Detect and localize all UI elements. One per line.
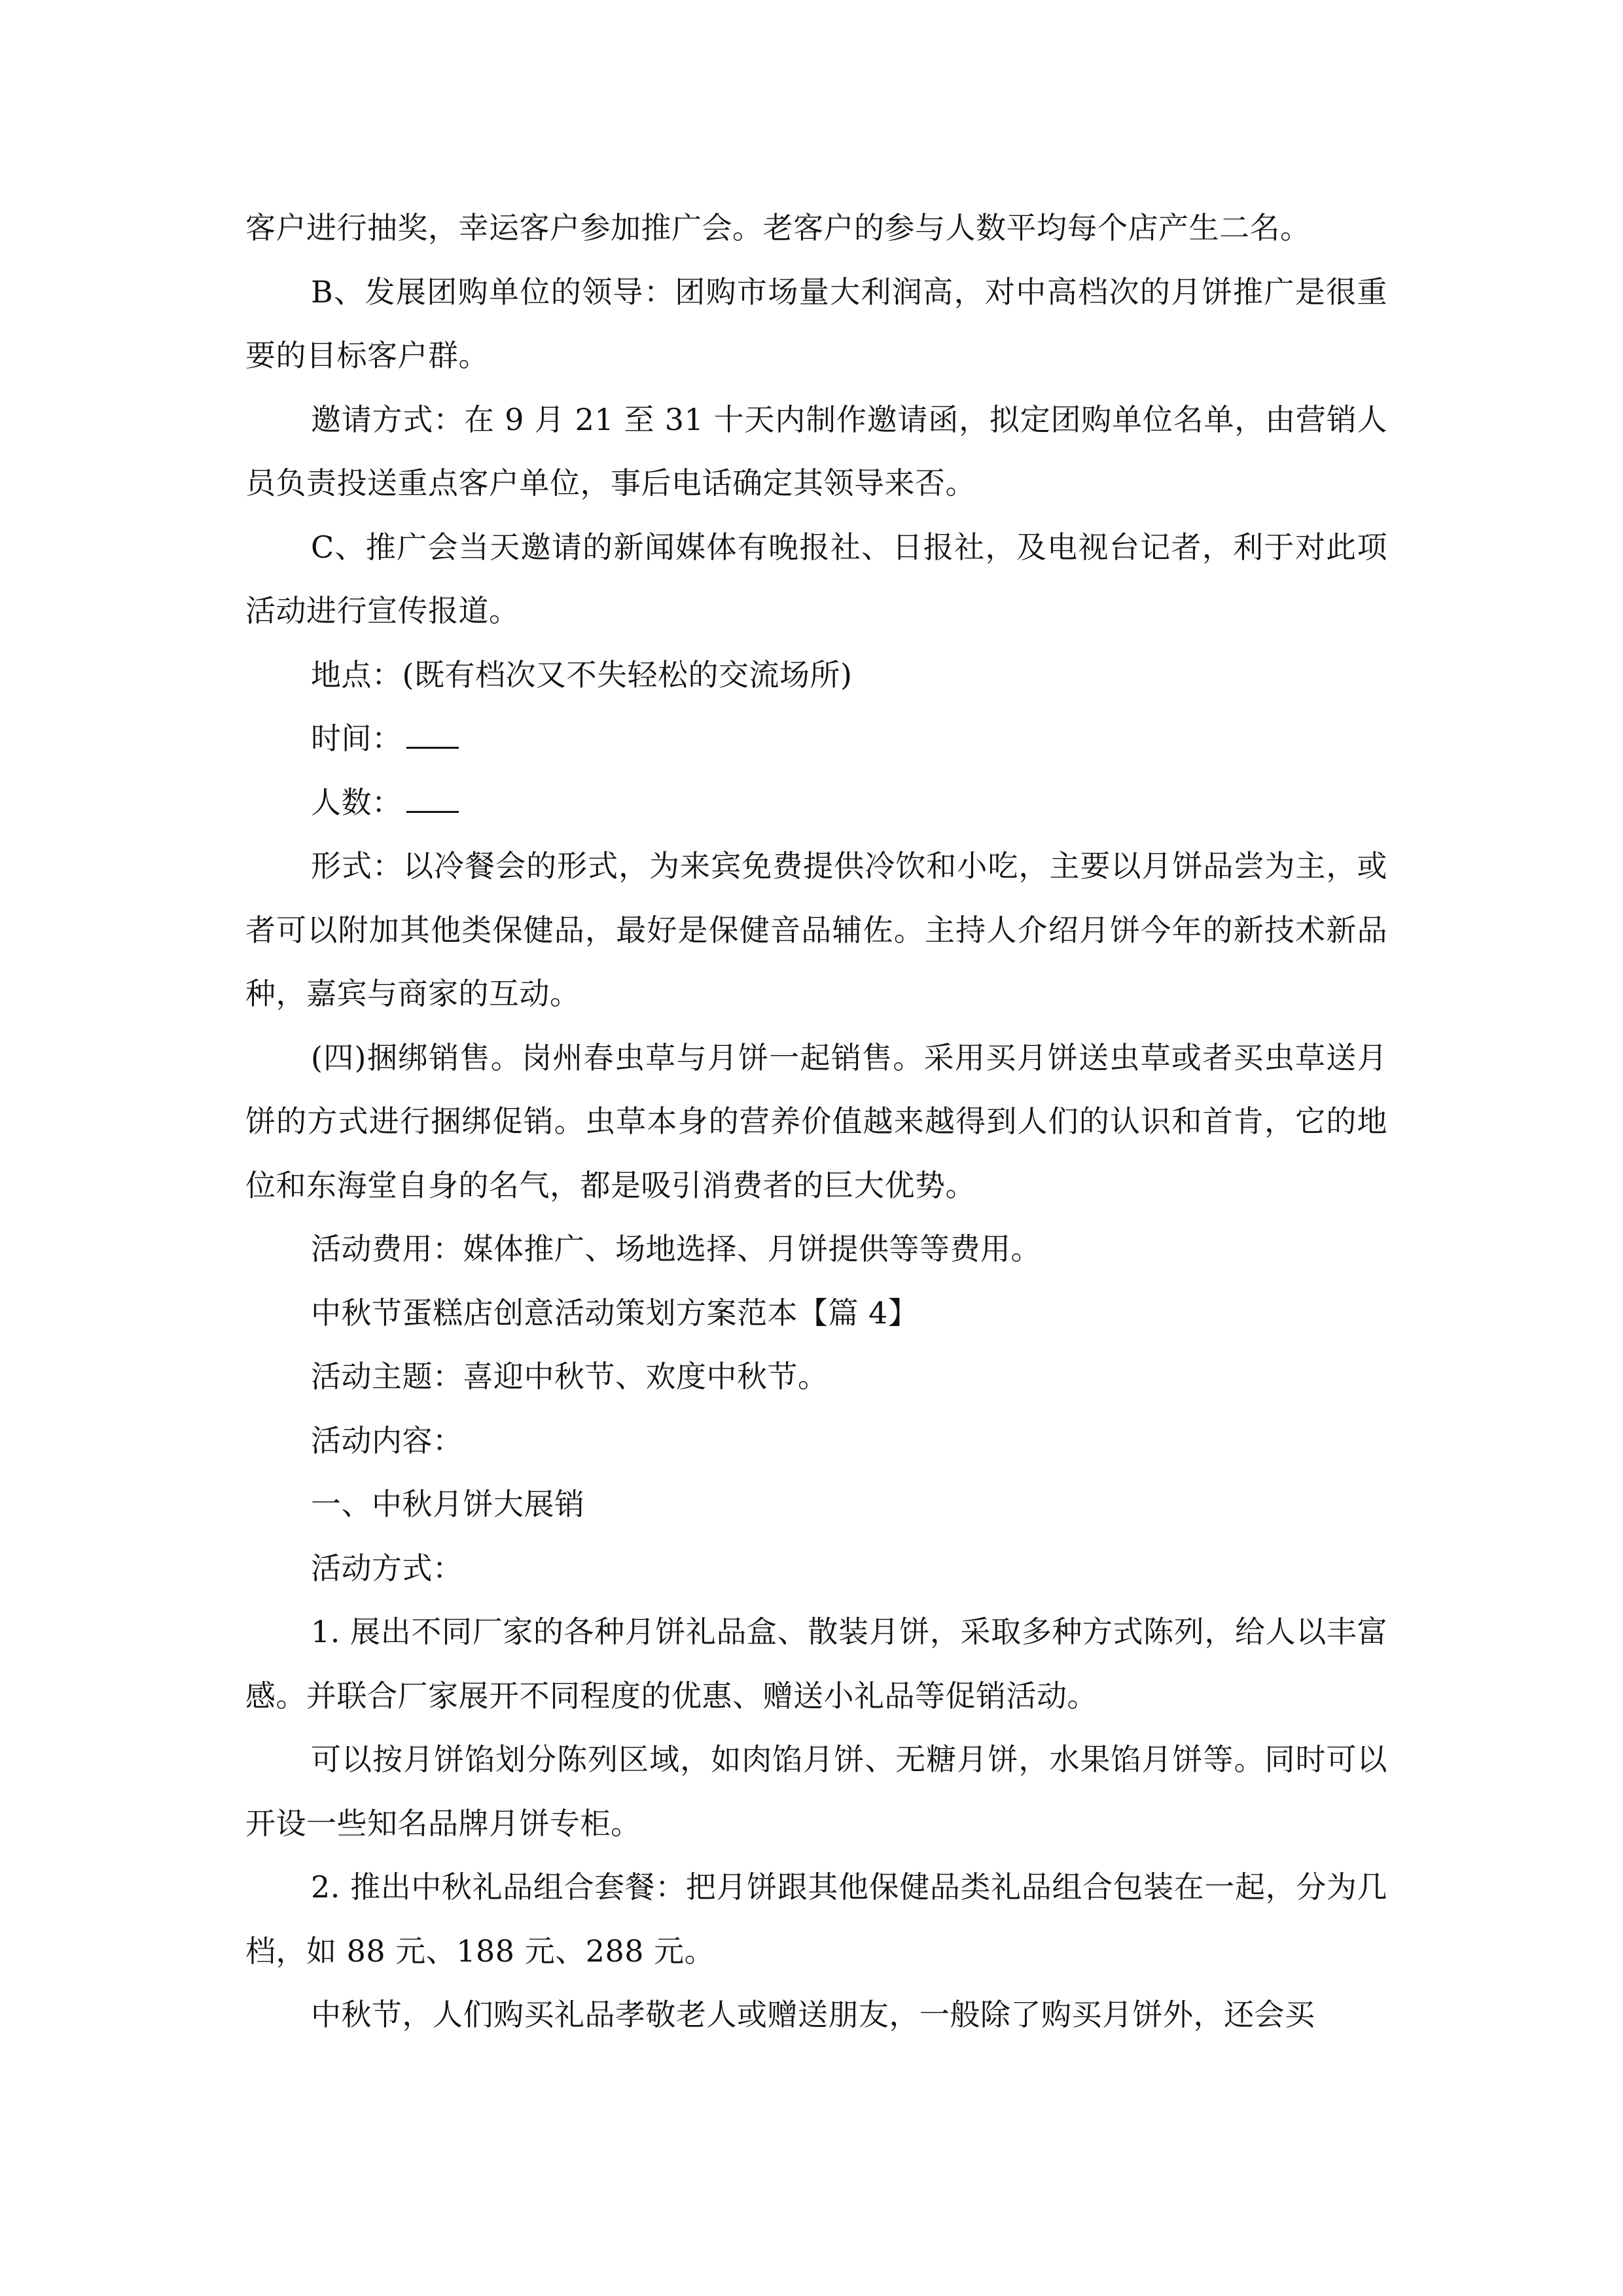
paragraph-exhibition-title: 一、中秋月饼大展销: [311, 1486, 585, 1522]
paragraph-invitation-method: 邀请方式：在 9 月 21 至 31 十天内制作邀请函，拟定团购单位名单，由营销人员负责投送重点客户单位，事后电话确定其领导来否。: [245, 401, 1387, 501]
paragraph-group-buying: B、发展团购单位的领导：团购市场量大利润高，对中高档次的月饼推广是很重要的目标客户群。: [245, 274, 1387, 373]
paragraph-attendees: [245, 771, 1387, 835]
paragraph-item-2: 2. 推出中秋礼品组合套餐：把月饼跟其他保健品类礼品组合包装在一起，分为几档，如 88 元、188 元、288 元。: [245, 1869, 1387, 1969]
paragraph-gift-buying: 中秋节，人们购买礼品孝敬老人或赠送朋友，一般除了购买月饼外，还会买: [311, 1997, 1315, 2032]
paragraph-format: 形式：以冷餐会的形式，为来宾免费提供冷饮和小吃，主要以月饼品尝为主，或者可以附加其他类保健品，最好是保健音品辅佐。主持人介绍月饼今年的新技术新品种，嘉宾与商家的互动。: [245, 848, 1387, 1011]
paragraph-bundle-sales: (四)捆绑销售。岗州春虫草与月饼一起销售。采用买月饼送虫草或者买虫草送月饼的方式进行捆绑促销。虫草本身的营养价值越来越得到人们的认识和首肯，它的地位和东海堂自身的名气，都是吸引消费者的巨大优势。: [245, 1039, 1387, 1203]
paragraph-costs: 活动费用：媒体推广、场地选择、月饼提供等等费用。: [311, 1231, 1041, 1266]
paragraph-display-zones: 可以按月饼馅划分陈列区域，如肉馅月饼、无糖月饼，水果馅月饼等。同时可以开设一些知名品牌月饼专柜。: [245, 1742, 1387, 1841]
paragraph-theme: 活动主题：喜迎中秋节、欢度中秋节。: [311, 1359, 829, 1394]
time-label: 时间：: [311, 721, 402, 756]
paragraph-time: [245, 707, 1387, 771]
body-text: [245, 196, 1387, 2047]
paragraph-content-label: 活动内容：: [311, 1422, 463, 1458]
paragraph-item-1: 1. 展出不同厂家的各种月饼礼品盒、散装月饼，采取多种方式陈列，给人以丰富感。并联合厂家展开不同程度的优惠、赠送小礼品等促销活动。: [245, 1614, 1387, 1713]
paragraph-lottery: 客户进行抽奖，幸运客户参加推广会。老客户的参与人数平均每个店产生二名。: [245, 210, 1311, 245]
attendees-label: 人数：: [311, 784, 402, 820]
paragraph-venue: 地点：(既有档次又不失轻松的交流场所): [311, 656, 853, 692]
section-heading: 中秋节蛋糕店创意活动策划方案范本【篇 4】: [311, 1295, 919, 1331]
paragraph-method-label: 活动方式：: [311, 1550, 463, 1586]
paragraph-media: C、推广会当天邀请的新闻媒体有晚报社、日报社，及电视台记者，利于对此项活动进行宣传报道。: [245, 529, 1387, 628]
time-blank: [406, 722, 459, 749]
attendees-blank: [406, 786, 459, 813]
